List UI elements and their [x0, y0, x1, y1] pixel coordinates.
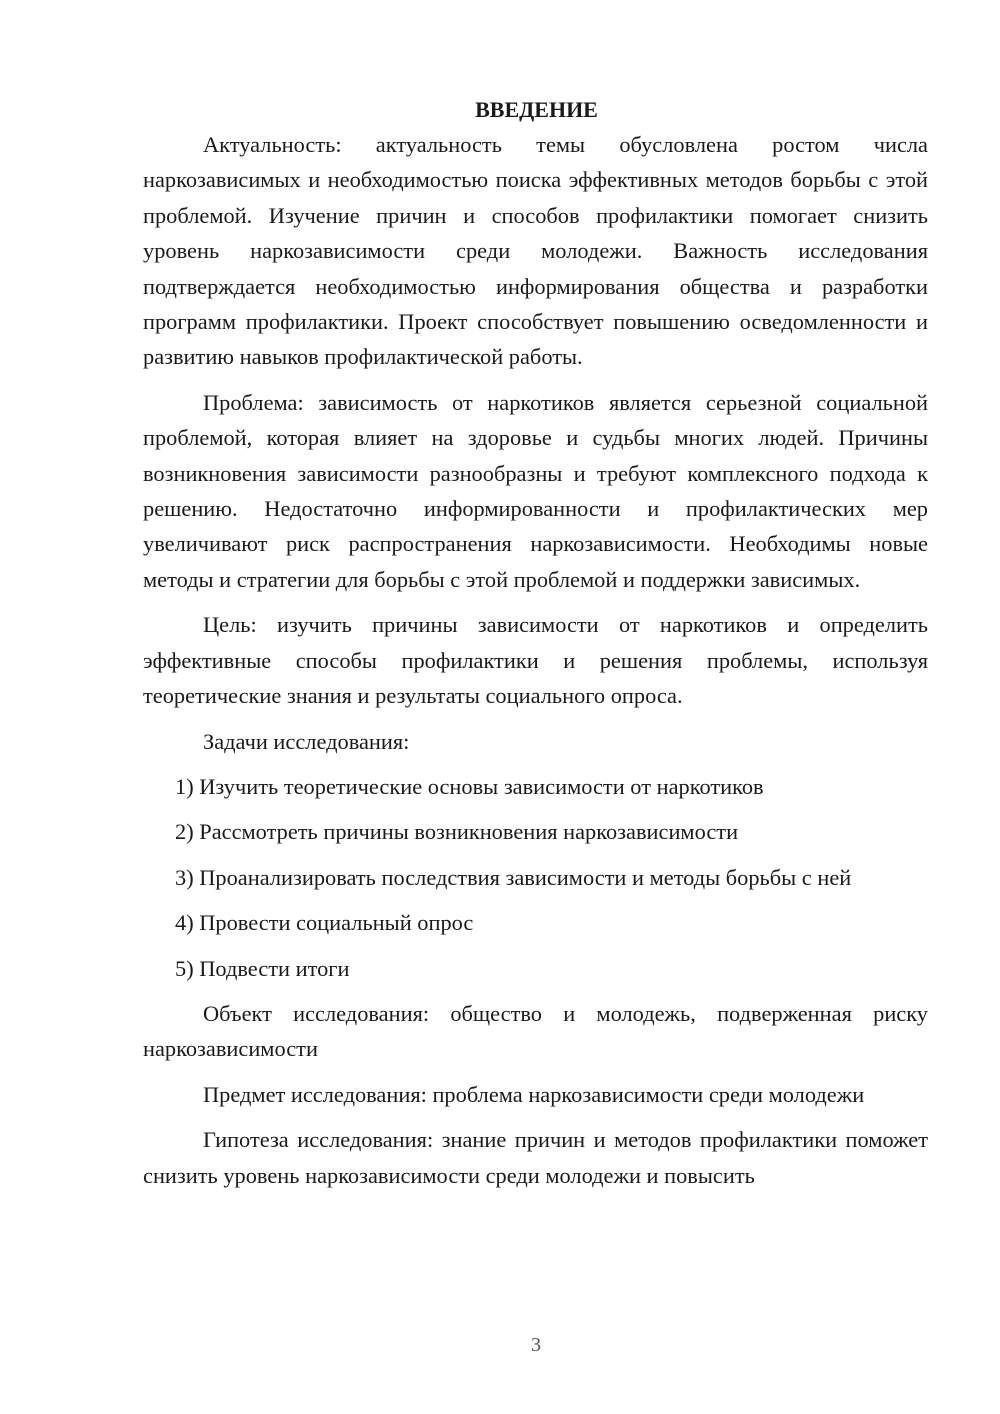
tasks-title: Задачи исследования:: [203, 728, 410, 754]
task-list: [143, 769, 928, 986]
relevance-paragraph: Актуальность: актуальность темы обусловлена ростом числа наркозависимых и необходимостью поиска эффективных методов борьбы с этой проблемой. Изучение причин и способов профилактики помогает снизить уровень наркозависимости среди молодежи. Важность исследования подтверждается необходимостью информирования общества и разработки программ профилактики. Проект способствует повышению осведомленности и развитию навыков профилактической работы.: [143, 132, 928, 370]
task-item: 1) Изучить теоретические основы зависимости от наркотиков: [175, 773, 764, 799]
subject-paragraph: Предмет исследования: проблема наркозависимости среди молодежи: [203, 1081, 865, 1107]
task-item: 3) Проанализировать последствия зависимости и методы борьбы с ней: [175, 864, 852, 890]
task-item: 4) Провести социальный опрос: [175, 910, 474, 936]
document-page: [143, 92, 928, 1203]
section-heading: ВВЕДЕНИЕ: [475, 97, 598, 122]
object-paragraph: Объект исследования: общество и молодежь, подверженная риску наркозависимости: [143, 1000, 928, 1062]
hypothesis-paragraph: Гипотеза исследования: знание причин и методов профилактики поможет снизить уровень наркозависимости среди молодежи и повысить: [143, 1127, 928, 1188]
task-item: 5) Подвести итоги: [175, 955, 350, 981]
page-number: 3: [531, 1334, 541, 1356]
task-item: 2) Рассмотреть причины возникновения наркозависимости: [175, 819, 739, 845]
problem-paragraph: Проблема: зависимость от наркотиков является серьезной социальной проблемой, которая влияет на здоровье и судьбы многих людей. Причины возникновения зависимости разнообразны и требуют комплексного подхода к решению. Недостаточно информированности и профилактических мер увеличивают риск распространения наркозависимости. Необходимы новые методы и стратегии для борьбы с этой проблемой и поддержки зависимых.: [143, 389, 928, 592]
goal-paragraph: Цель: изучить причины зависимости от наркотиков и определить эффективные способы профилактики и решения проблемы, используя теоретические знания и результаты социального опроса.: [143, 612, 928, 709]
